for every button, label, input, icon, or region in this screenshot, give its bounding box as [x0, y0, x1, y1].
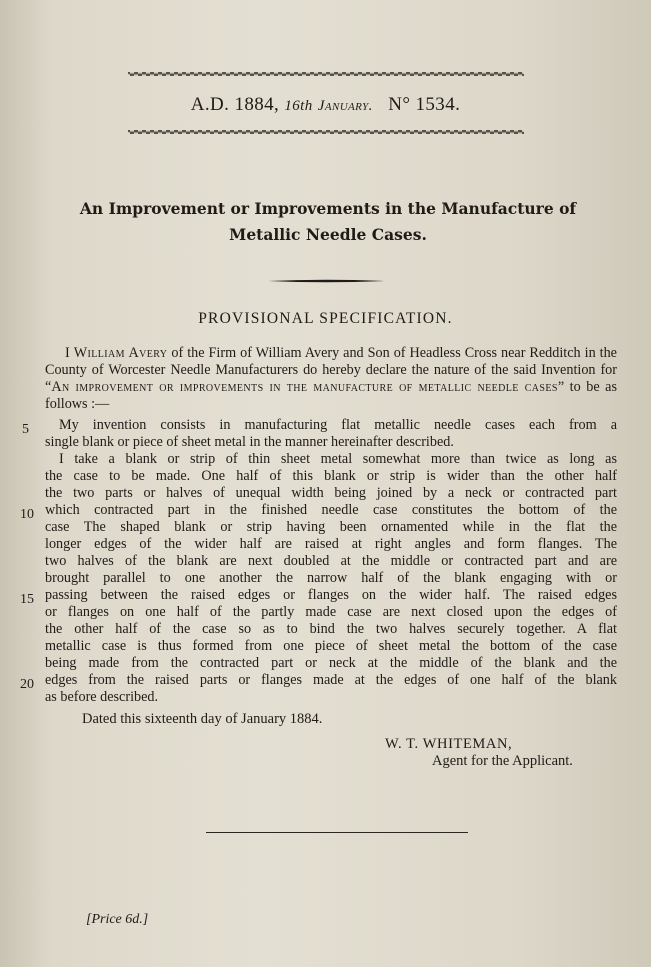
body-line: as before described. — [45, 689, 159, 705]
body-line: case The shaped blank or strip having been ornamented while in the flat the — [45, 519, 617, 535]
description-lines — [45, 417, 617, 706]
patent-header — [0, 94, 651, 116]
agent-role: Agent for the Applicant. — [432, 753, 573, 769]
margin-line-number: 10 — [20, 507, 34, 522]
body-line: which contracted part in the finished needle case constitutes the bottom of the — [45, 502, 617, 518]
specification-body — [45, 345, 617, 706]
body-line: being made from the contracted part or neck at the middle of the blank and the — [45, 655, 617, 671]
header-day: 16th — [284, 98, 313, 114]
agent-name: W. T. WHITEMAN, — [385, 736, 513, 752]
body-line: edges from the raised parts or flanges made at the edges of one half of the blank — [45, 672, 617, 688]
section-heading: PROVISIONAL SPECIFICATION. — [198, 310, 453, 327]
body-line: longer edges of the wider half are raised at right angles and form flanges. The — [45, 536, 617, 552]
body-line: passing between the raised edges or flanges on the wider half. The raised edges — [45, 587, 617, 603]
body-line: brought parallel to one another the narrow half of the blank engaging with or — [45, 570, 617, 586]
body-line: or flanges on one half of the partly made case are next closed upon the edges of — [45, 604, 617, 620]
body-line: single blank or piece of sheet metal in the manner hereinafter described. — [45, 434, 454, 450]
intro-paragraph — [45, 345, 617, 413]
bottom-wavy-rule — [128, 128, 524, 136]
body-line: I take a blank or strip of thin sheet metal somewhat more than twice as long as — [59, 451, 617, 467]
body-line: two halves of the blank are next doubled at the middle or contracted part and are — [45, 553, 617, 569]
title-divider — [268, 270, 384, 274]
dated-line: Dated this sixteenth day of January 1884. — [82, 711, 323, 727]
header-month: January. — [317, 98, 373, 114]
intro-lead: I — [65, 345, 74, 361]
body-line: the case to be made. One half of this blank or strip is wider than the other half — [45, 468, 617, 484]
intro-text: of the Firm of William Avery and Son of Headless Cross near Redditch in the County of Worcester Needle Manufacturers do hereby declare the nature of the said Invention for “ — [45, 345, 617, 395]
header-ad: A.D. 1884, — [190, 94, 280, 115]
margin-line-number: 15 — [20, 592, 34, 607]
margin-line-number: 5 — [22, 422, 29, 437]
header-number: N° 1534. — [388, 94, 461, 115]
intro-closing: ” to be as follows :— — [45, 379, 617, 412]
margin-line-number: 20 — [20, 677, 34, 692]
top-wavy-rule — [128, 70, 524, 78]
closing-rule — [206, 832, 468, 833]
body-line: metallic case is thus formed from one piece of sheet metal the bottom of the case — [45, 638, 617, 654]
price-note: [Price 6d.] — [86, 912, 149, 927]
body-line: the other half of the case so as to bind the two halves securely together. A flat — [45, 621, 617, 637]
applicant-name: William Avery — [73, 345, 168, 361]
document-title — [55, 196, 601, 248]
body-line: the two parts or halves of unequal width being joined by a neck or contracted part — [45, 485, 617, 501]
invention-title: An improvement or improvements in the manufacture of metallic needle cases — [51, 379, 558, 395]
title-line-2: Metallic Needle Cases. — [229, 225, 427, 244]
body-line: My invention consists in manufacturing flat metallic needle cases each from a — [59, 417, 617, 433]
title-line-1: An Improvement or Improvements in the Manufacture of — [79, 199, 577, 218]
